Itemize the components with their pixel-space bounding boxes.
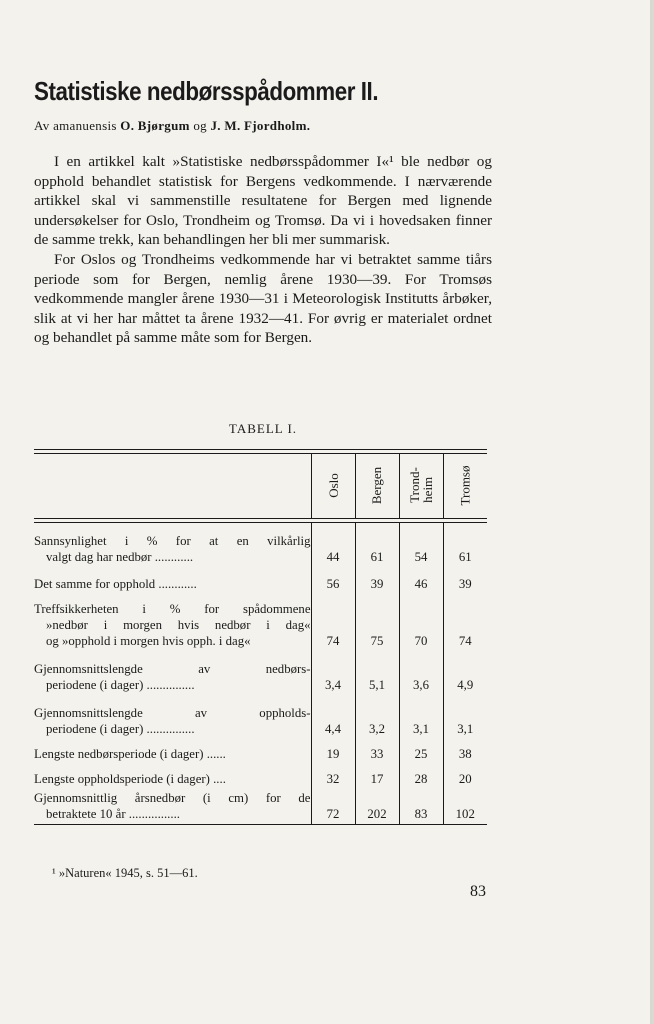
cell-value: 17 xyxy=(355,764,399,789)
cell-value: 70 xyxy=(399,594,443,651)
table-row xyxy=(34,567,487,594)
paragraph: For Oslos og Trondheims vedkommende har vi betraktet samme tiårs periode som for Bergen, nemlig årene 1930—39. For Tromsøs vedkommende mangler årene 1930—31 i Meteorologisk Institutts årbøker, slik at vi her har måttet ta årene 1932—41. For øvrig er materialet ordnet og behandlet på samme måte som for Bergen. xyxy=(34,250,492,347)
row-label xyxy=(34,789,311,824)
cell-value: 5,1 xyxy=(355,651,399,695)
cell-value: 33 xyxy=(355,739,399,764)
cell-value: 102 xyxy=(443,789,487,824)
paragraph: I en artikkel kalt »Statistiske nedbørsspådommer I«¹ ble nedbør og opphold behandlet statistisk for Bergens vedkommende. I nærværende artikkel skal vi sammenstille resultatene for Bergen med lignende undersøkelser for Oslo, Trondheim og Tromsø. Da vi i hovedsaken finner de samme trekk, kan behandlingen her bli mer summarisk. xyxy=(34,153,492,249)
row-label-line: Det samme for opphold ............ xyxy=(34,577,197,591)
cell-value: 4,9 xyxy=(443,651,487,695)
footnote: ¹ »Naturen« 1945, s. 51—61. xyxy=(52,866,198,880)
statistics-table xyxy=(34,449,487,825)
cell-value: 74 xyxy=(443,594,487,651)
table-row xyxy=(34,739,487,764)
cell-value: 32 xyxy=(311,764,355,789)
cell-value: 38 xyxy=(443,739,487,764)
column-header-tromso: Tromsø xyxy=(443,454,487,518)
cell-value: 3,4 xyxy=(311,651,355,695)
cell-value: 44 xyxy=(311,523,355,567)
article-body xyxy=(34,152,492,348)
row-label xyxy=(34,764,311,789)
table-row xyxy=(34,764,487,789)
page-edge xyxy=(650,0,654,1024)
row-label-line: og »opphold i morgen hvis opph. i dag« xyxy=(46,634,251,648)
row-label xyxy=(34,523,311,567)
row-label-line: Treffsikkerheten i % for spådommene xyxy=(34,602,311,616)
row-label-line: Lengste oppholdsperiode (i dager) .... xyxy=(34,772,226,786)
row-label xyxy=(34,594,311,651)
cell-value: 61 xyxy=(355,523,399,567)
table-row xyxy=(34,523,487,567)
row-label-line: Lengste nedbørsperiode (i dager) ...... xyxy=(34,747,226,761)
table-caption: TABELL I. xyxy=(228,421,298,436)
cell-value: 46 xyxy=(399,567,443,594)
cell-value: 28 xyxy=(399,764,443,789)
cell-value: 74 xyxy=(311,594,355,651)
row-label xyxy=(34,651,311,695)
cell-value: 4,4 xyxy=(311,695,355,739)
row-label-line: Gjennomsnittslengde av nedbørs- xyxy=(34,662,311,676)
article-title: Statistiske nedbørsspådommer II. xyxy=(34,76,379,106)
cell-value: 61 xyxy=(443,523,487,567)
cell-value: 39 xyxy=(355,567,399,594)
cell-value: 3,1 xyxy=(443,695,487,739)
row-label xyxy=(34,739,311,764)
column-header-bergen: Bergen xyxy=(355,454,399,518)
column-header-trondheim: Trond- heim xyxy=(399,454,443,518)
cell-value: 20 xyxy=(443,764,487,789)
header-spacer xyxy=(34,454,311,518)
row-label-line: »nedbør i morgen hvis nedbør i dag« xyxy=(46,618,311,632)
byline-author-1: O. Bjørgum xyxy=(120,118,190,133)
cell-value: 39 xyxy=(443,567,487,594)
cell-value: 54 xyxy=(399,523,443,567)
row-label-line: betraktete 10 år ................ xyxy=(46,807,180,821)
table-row xyxy=(34,651,487,695)
page-number: 83 xyxy=(470,883,486,900)
data-table xyxy=(34,454,487,824)
cell-value: 19 xyxy=(311,739,355,764)
cell-value: 75 xyxy=(355,594,399,651)
cell-value: 83 xyxy=(399,789,443,824)
table-bottom-rule xyxy=(34,824,487,825)
table-row xyxy=(34,789,487,824)
row-label-line: Sannsynlighet i % for at en vilkårlig xyxy=(34,534,311,548)
row-label-line: periodene (i dager) ............... xyxy=(46,722,195,736)
byline-prefix: Av amanuensis xyxy=(34,118,117,133)
byline-conjunction: og xyxy=(193,118,207,133)
cell-value: 25 xyxy=(399,739,443,764)
table-row xyxy=(34,594,487,651)
cell-value: 56 xyxy=(311,567,355,594)
row-label-line: periodene (i dager) ............... xyxy=(46,678,195,692)
cell-value: 3,1 xyxy=(399,695,443,739)
byline-author-2: J. M. Fjordholm. xyxy=(210,118,311,133)
cell-value: 3,2 xyxy=(355,695,399,739)
byline xyxy=(34,118,310,134)
cell-value: 202 xyxy=(355,789,399,824)
row-label-line: Gjennomsnittslengde av oppholds- xyxy=(34,706,311,720)
table-row xyxy=(34,695,487,739)
row-label-line: Gjennomsnittlig årsnedbør (i cm) for de xyxy=(34,791,311,805)
cell-value: 3,6 xyxy=(399,651,443,695)
row-label-line: valgt dag har nedbør ............ xyxy=(46,550,194,564)
column-header-oslo: Oslo xyxy=(311,454,355,518)
row-label xyxy=(34,695,311,739)
cell-value: 72 xyxy=(311,789,355,824)
row-label xyxy=(34,567,311,594)
